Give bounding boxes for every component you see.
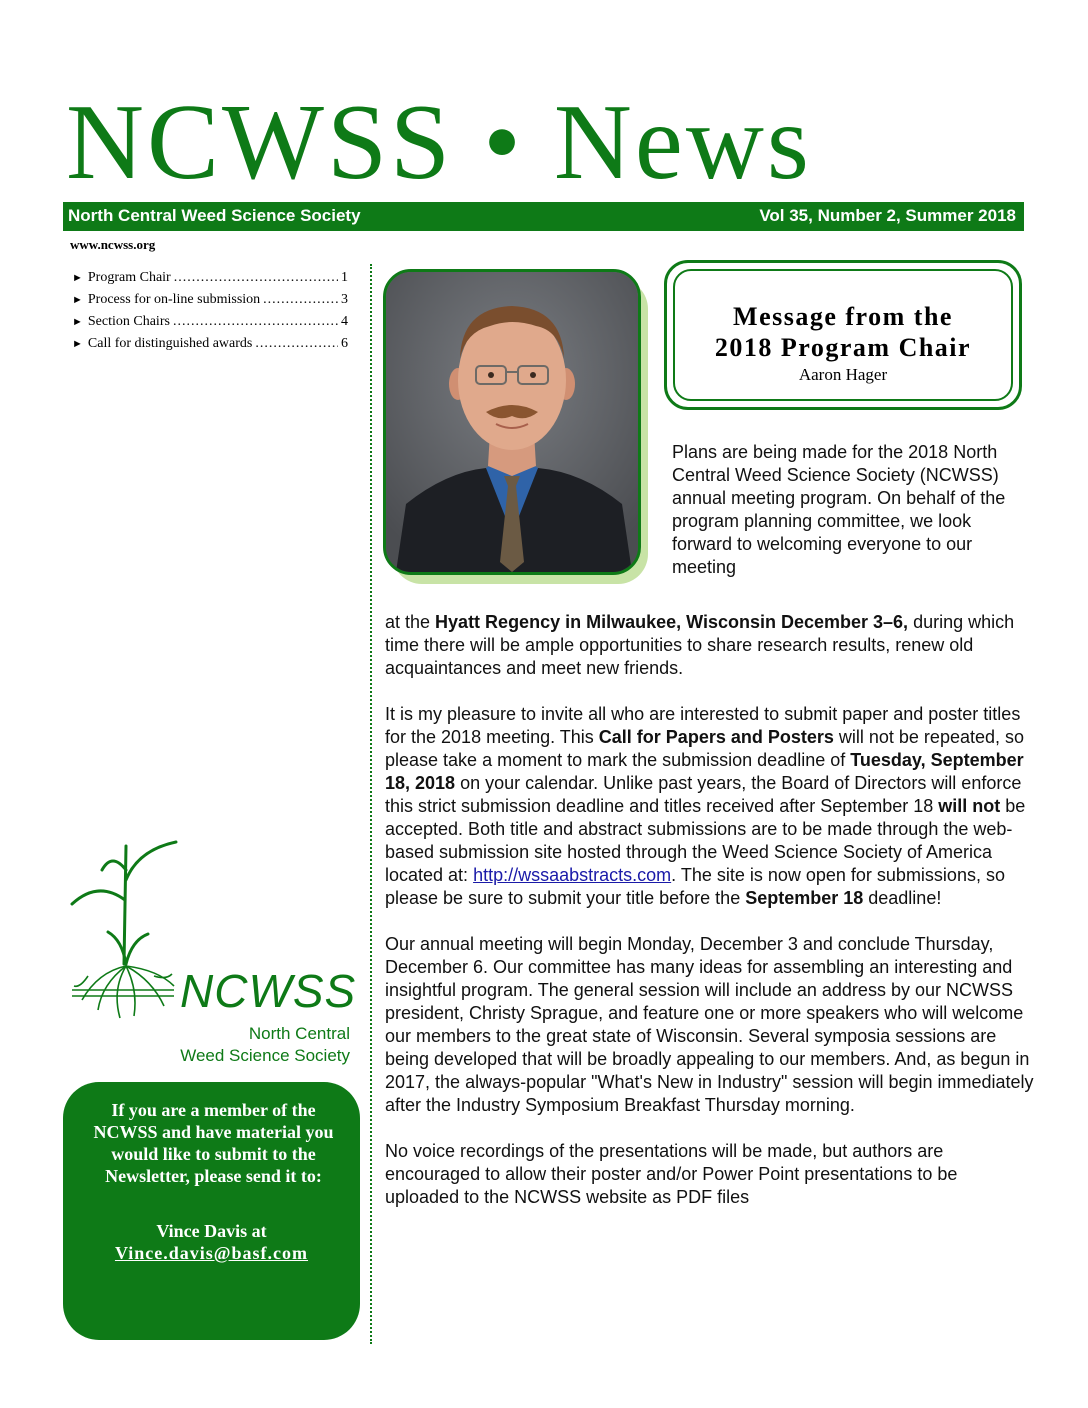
text-run: on your calendar. Unlike past years, the Board of Directors will enforce this strict submission deadline and titles received after September 18 — [385, 773, 1022, 816]
column-divider — [370, 264, 372, 1344]
issue-info: Vol 35, Number 2, Summer 2018 — [759, 206, 1016, 225]
toc-item-page: 6 — [341, 336, 348, 351]
article-body — [385, 611, 1035, 1232]
toc-item-page: 3 — [341, 292, 348, 307]
triangle-right-icon: ► — [72, 294, 83, 306]
toc-item-program-chair[interactable] — [72, 270, 348, 292]
message-title-line2: 2018 Program Chair — [714, 333, 972, 362]
toc-item-label: Process for on-line submission — [87, 292, 261, 307]
text-run: deadline! — [863, 888, 942, 908]
toc-leader-dots — [255, 336, 338, 352]
triangle-right-icon: ► — [72, 338, 83, 350]
newsletter-title: NCWSS • News — [66, 83, 812, 202]
callout-contact-name: Vince Davis at — [156, 1221, 267, 1241]
message-title-line1: Message from the — [733, 302, 953, 331]
triangle-right-icon: ► — [72, 272, 83, 284]
toc-item-label: Program Chair — [87, 270, 171, 285]
portrait-image — [383, 269, 641, 575]
callout-contact — [63, 1220, 360, 1264]
ncwss-logo — [68, 840, 364, 1070]
text-run: . The site is now open for submissions, so please be sure to submit your title before the — [385, 865, 1005, 908]
toc-leader-dots — [173, 314, 338, 330]
logo-org-line1: North Central — [248, 1024, 350, 1043]
callout-message: If you are a member of the NCWSS and have material you would like to submit to the Newsletter, please send it to: — [93, 1100, 334, 1186]
website-link[interactable]: www.ncwss.org — [70, 237, 156, 252]
text-run: It is my pleasure to invite all who are interested to submit paper and poster titles for the 2018 meeting. This — [385, 704, 1021, 747]
message-heading-box — [664, 260, 1022, 410]
toc-item-page: 4 — [341, 314, 348, 329]
submission-callout — [63, 1082, 360, 1340]
venue-text: Hyatt Regency in Milwaukee, Wisconsin December 3–6, — [435, 612, 909, 632]
text-run: during which time there will be ample opportunities to share research results, renew old acquaintances and meet new friends. — [385, 612, 1015, 678]
toc-leader-dots — [263, 292, 338, 308]
article-intro: Plans are being made for the 2018 North Central Weed Science Society (NCWSS) annual meeting program. On behalf of the program planning committee, we look forward to welcoming everyone to our meeting — [672, 442, 1006, 577]
table-of-contents — [72, 270, 348, 358]
article-paragraph-1 — [385, 611, 1035, 680]
article-paragraph-3: Our annual meeting will begin Monday, December 3 and conclude Thursday, December 6. Our committee has many ideas for assembling an interesting and insightful program. The general session will include an address by our NCWSS president, Christy Sprague, and feature one or more speakers who will welcome our members to the great state of Wisconsin. Several symposia sessions are being developed that will be broadly appealing to our members. And, as begun in 2017, the always-popular "What's New in Industry" session will begin immediately after the Industry Symposium Breakfast Thursday morning. — [385, 934, 1034, 1115]
toc-leader-dots — [174, 270, 338, 286]
deadline-date-text: Tuesday, September 18, 2018 — [385, 750, 1024, 793]
portrait-illustration — [386, 272, 638, 572]
callout-email-link[interactable]: Vince.davis@basf.com — [114, 1243, 309, 1263]
toc-item-label: Call for distinguished awards — [87, 336, 253, 351]
toc-item-page: 1 — [341, 270, 348, 285]
deadline-short-text: September 18 — [745, 888, 864, 908]
logo-org-line2: Weed Science Society — [180, 1046, 350, 1065]
submission-site-link[interactable]: http://wssaabstracts.com — [473, 865, 672, 885]
article-paragraph-2 — [385, 703, 1035, 910]
toc-item-label: Section Chairs — [87, 314, 170, 329]
program-chair-photo — [383, 269, 648, 584]
society-name: North Central Weed Science Society — [68, 206, 361, 225]
toc-item-distinguished-awards[interactable] — [72, 336, 348, 358]
masthead-banner — [63, 202, 1024, 231]
article-paragraph-4: No voice recordings of the presentations will be made, but authors are encouraged to allow their poster and/or Power Point presentations to be uploaded to the NCWSS website as PDF files — [385, 1141, 958, 1207]
text-run: be accepted. Both title and abstract submissions are to be made through the web-based submission site hosted through the Weed Science Society of America located at: — [385, 796, 1026, 885]
will-not-text: will not — [938, 796, 1001, 816]
masthead — [66, 83, 1026, 202]
message-title — [667, 301, 1019, 363]
text-run: will not be repeated, so please take a moment to mark the submission deadline of — [385, 727, 1025, 770]
toc-item-online-submission[interactable] — [72, 292, 348, 314]
message-author: Aaron Hager — [798, 365, 888, 384]
toc-item-section-chairs[interactable] — [72, 314, 348, 336]
call-for-papers-text: Call for Papers and Posters — [598, 727, 834, 747]
text-run: at the — [385, 612, 436, 632]
triangle-right-icon: ► — [72, 316, 83, 328]
logo-wordmark: NCWSS — [180, 965, 357, 1017]
